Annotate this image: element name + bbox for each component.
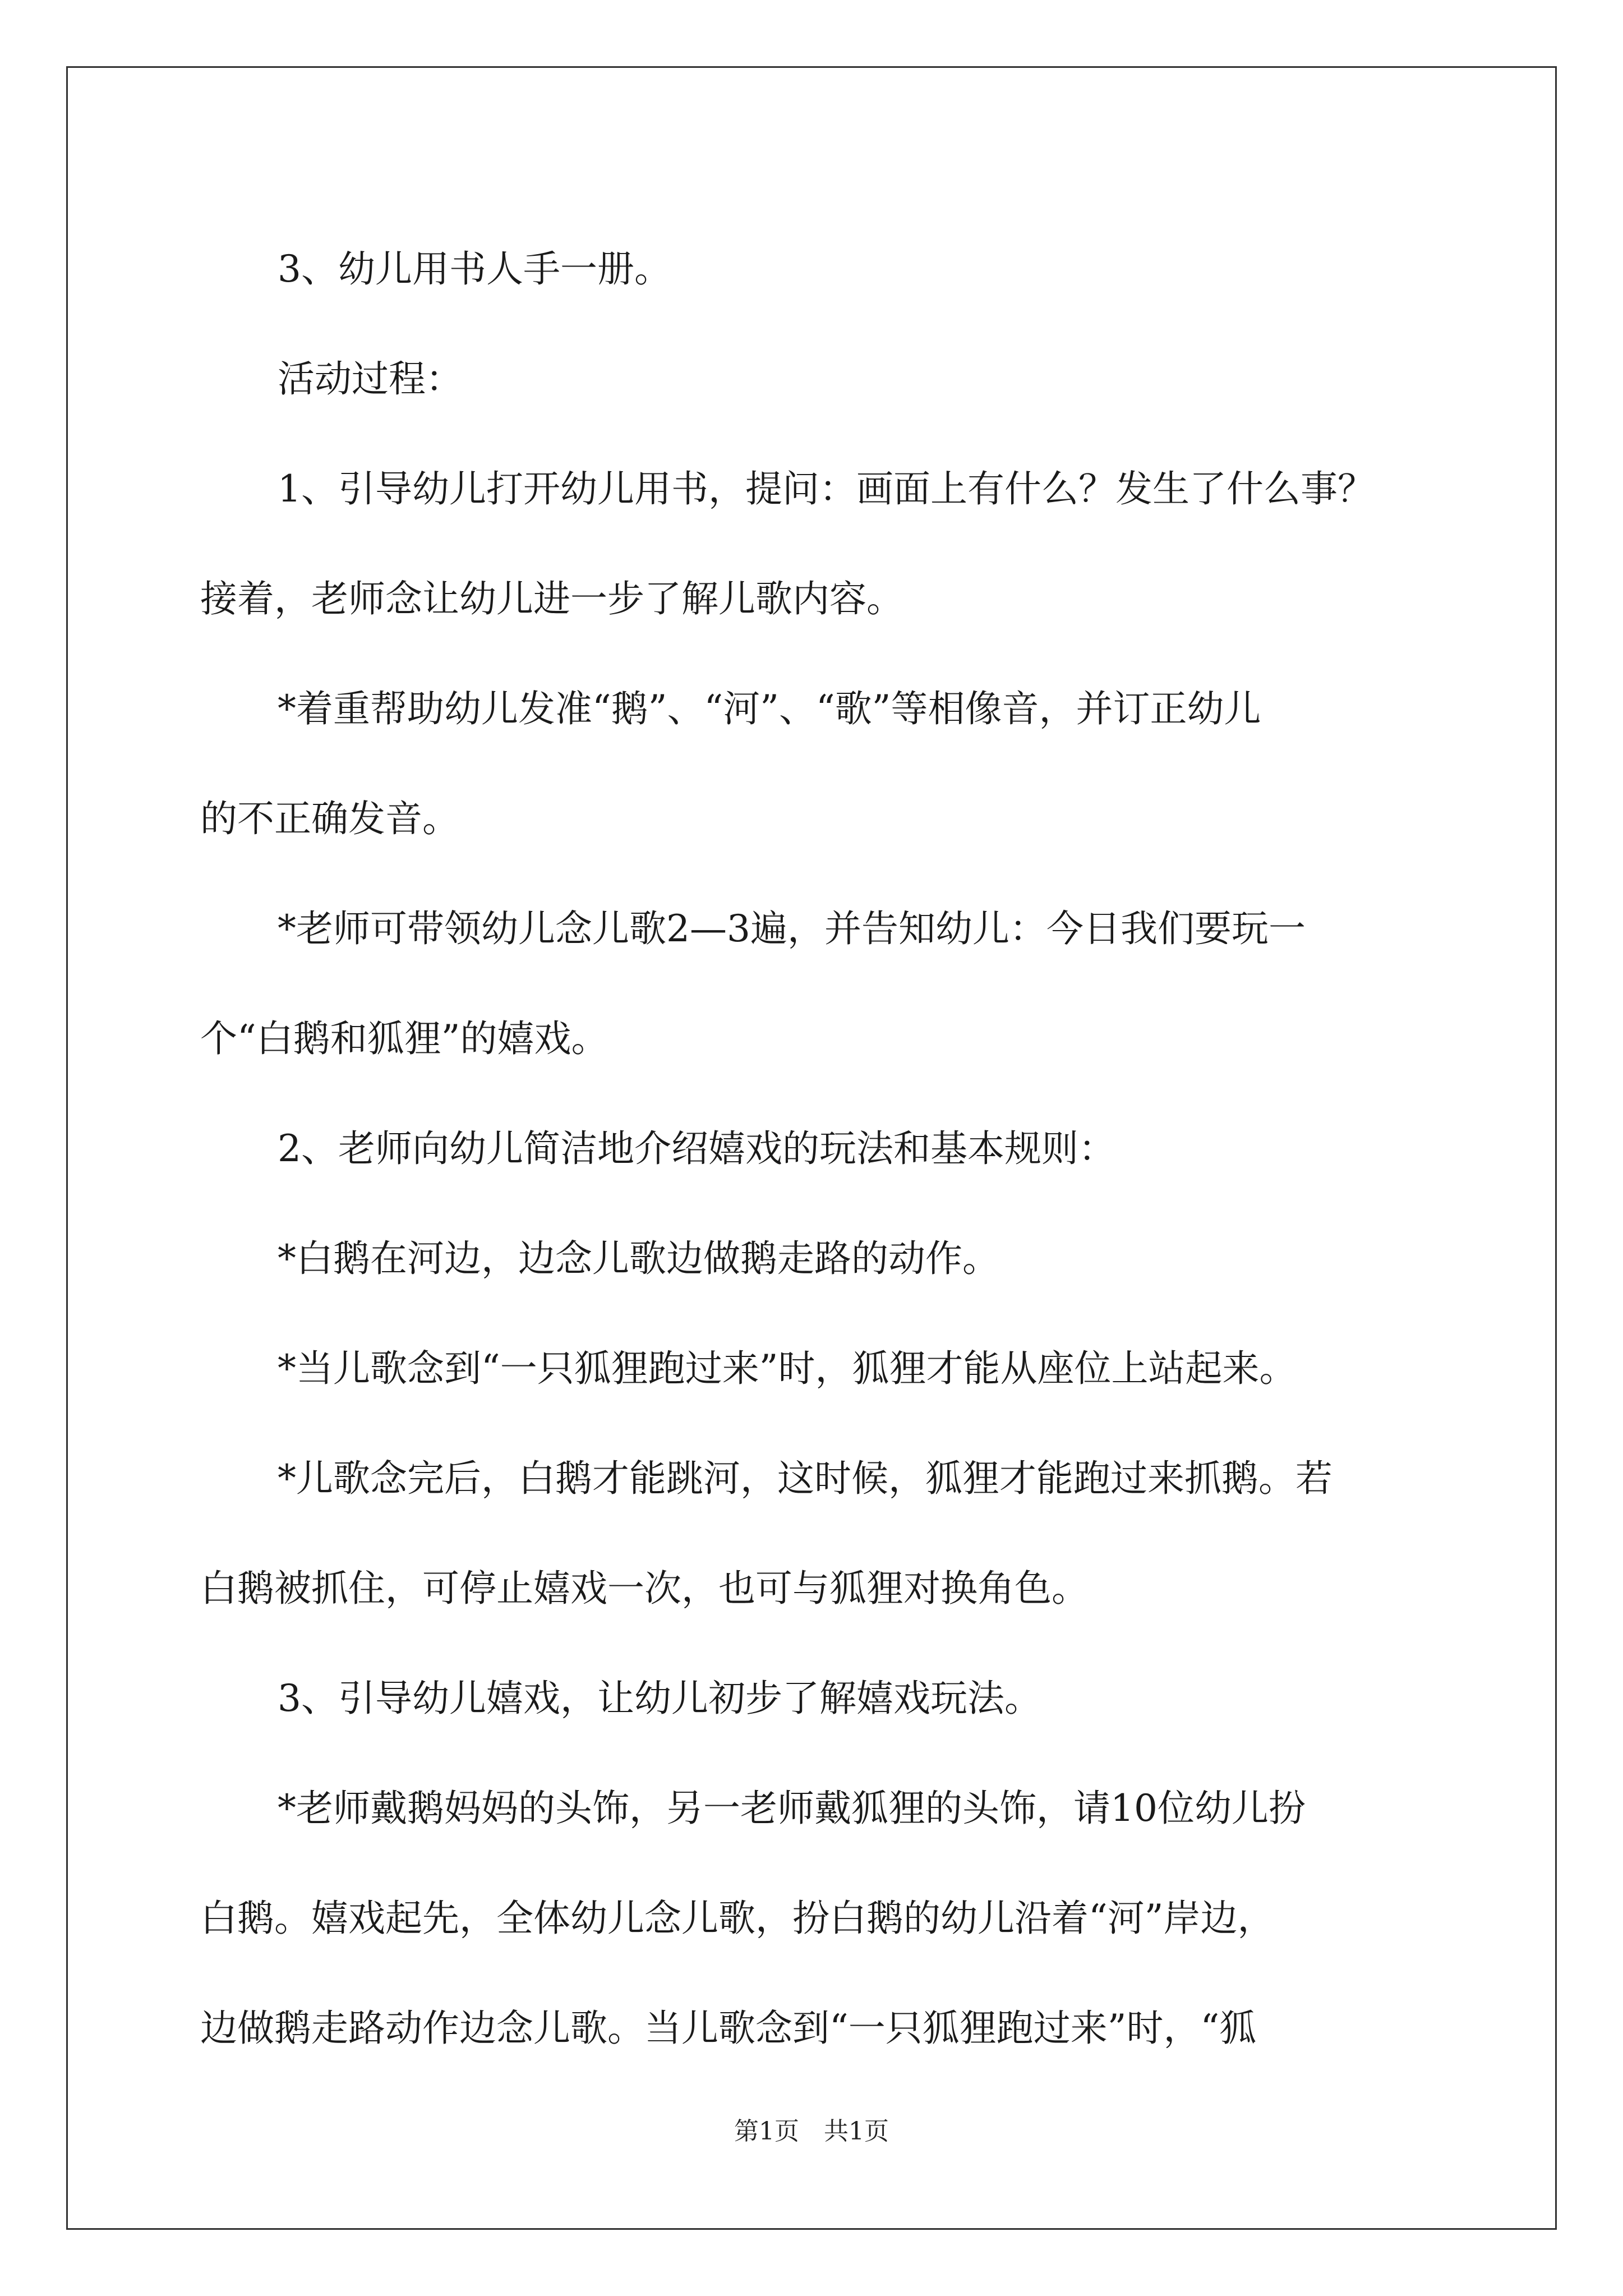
- text-line: *儿歌念完后，白鹅才能跳河，这时候，狐狸才能跑过来抓鹅。若: [278, 1457, 1332, 1500]
- page-footer: 第1页 共1页: [734, 2117, 889, 2146]
- text-line: 个“白鹅和狐狸”的嬉戏。: [200, 1017, 608, 1060]
- text-line: *当儿歌念到“一只狐狸跑过来”时，狐狸才能从座位上站起来。: [278, 1347, 1297, 1390]
- paragraph-step-2: [200, 1094, 1479, 1204]
- text-line: 活动过程：: [278, 357, 463, 401]
- document-body: [200, 214, 1479, 2083]
- text-line: 3、幼儿用书人手一册。: [278, 247, 671, 291]
- text-line: 2、老师向幼儿简洁地介绍嬉戏的玩法和基本规则：: [278, 1127, 1115, 1170]
- paragraph-rule-1: [200, 1204, 1479, 1314]
- paragraph-step-1: [200, 434, 1479, 654]
- text-line: *着重帮助幼儿发准“鹅”、“河”、“歌”等相像音，并订正幼儿: [278, 687, 1261, 730]
- paragraph-materials: [200, 214, 1479, 324]
- text-line: 1、引导幼儿打开幼儿用书，提问：画面上有什么？发生了什么事？: [278, 467, 1375, 510]
- paragraph-pronunciation: [200, 654, 1479, 874]
- text-line: *白鹅在河边，边念儿歌边做鹅走路的动作。: [278, 1237, 999, 1280]
- text-line: *老师戴鹅妈妈的头饰，另一老师戴狐狸的头饰，请10位幼儿扮: [278, 1787, 1306, 1830]
- text-line: 的不正确发音。: [200, 797, 459, 840]
- text-line: 白鹅被抓住，可停止嬉戏一次，也可与狐狸对换角色。: [200, 1567, 1089, 1610]
- paragraph-process-heading: [200, 324, 1479, 434]
- text-line: *老师可带领幼儿念儿歌2—3遍，并告知幼儿：今日我们要玩一: [278, 907, 1306, 950]
- paragraph-rule-2: [200, 1314, 1479, 1424]
- text-line: 接着，老师念让幼儿进一步了解儿歌内容。: [200, 577, 903, 620]
- paragraph-recite: [200, 874, 1479, 1094]
- text-line: 边做鹅走路动作边念儿歌。当儿歌念到“一只狐狸跑过来”时，“狐: [200, 2007, 1257, 2050]
- text-line: 白鹅。嬉戏起先，全体幼儿念儿歌，扮白鹅的幼儿沿着“河”岸边，: [200, 1897, 1275, 1940]
- paragraph-rule-3: [200, 1424, 1479, 1644]
- text-line: 3、引导幼儿嬉戏，让幼儿初步了解嬉戏玩法。: [278, 1677, 1041, 1720]
- paragraph-game-play: [200, 1754, 1479, 2083]
- paragraph-step-3: [200, 1644, 1479, 1754]
